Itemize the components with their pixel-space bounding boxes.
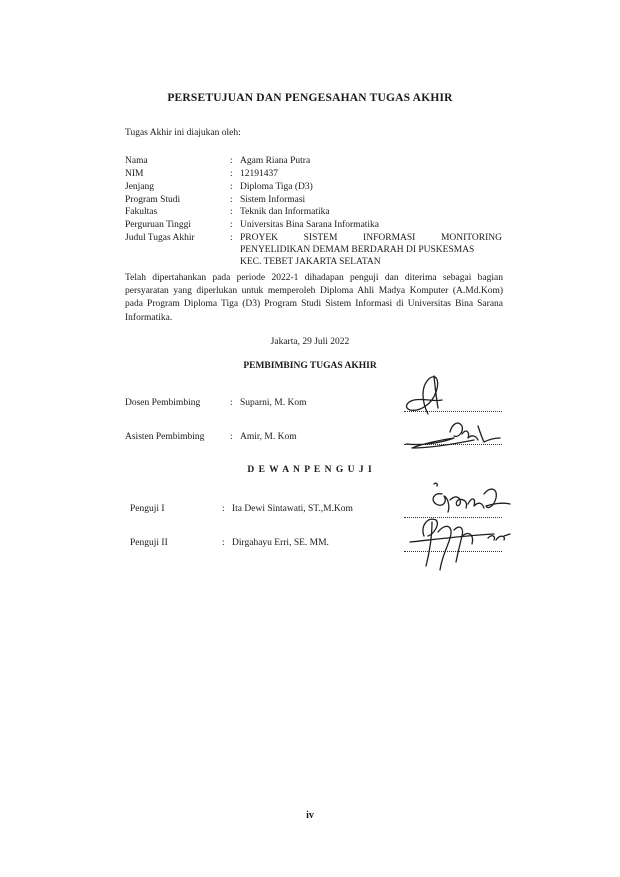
signature-advisor-2-icon [404, 412, 504, 457]
field-colon: : [230, 233, 233, 243]
field-label-fakultas: Fakultas [125, 207, 158, 217]
advisors-heading: PEMBIMBING TUGAS AKHIR [243, 361, 377, 371]
intro-text: Tugas Akhir ini diajukan oleh: [125, 128, 241, 138]
statement-paragraph: Telah dipertahankan pada periode 2022-1 dihadapan penguji dan diterima sebagai bagian persyaratan yang diperlukan untuk memperoleh Diploma Ahli Madya Komputer (A.Md.Kom) pada Program Diploma Tiga (D3) Program Studi Sistem Informasi di Universitas Bina Sarana Informatika. [125, 273, 503, 323]
field-value-nim: 12191437 [240, 169, 278, 179]
field-value-fakultas: Teknik dan Informatika [240, 207, 330, 217]
field-colon: : [230, 220, 233, 230]
field-label-program-studi: Program Studi [125, 195, 181, 205]
examiners-heading: D E W A N P E N G U J I [247, 465, 373, 475]
page-title: PERSETUJUAN DAN PENGESAHAN TUGAS AKHIR [167, 92, 453, 104]
thesis-title-line-3: KEC. TEBET JAKARTA SELATAN [240, 257, 381, 267]
field-colon: : [230, 432, 233, 442]
field-value-program-studi: Sistem Informasi [240, 195, 306, 205]
examiner-name-2: Dirgahayu Erri, SE. MM. [232, 538, 329, 548]
field-label-nama: Nama [125, 156, 148, 166]
thesis-title-line-1 [240, 233, 502, 243]
field-colon: : [222, 504, 225, 514]
field-colon: : [230, 169, 233, 179]
field-colon: : [230, 182, 233, 192]
examiner-name-1: Ita Dewi Sintawati, ST.,M.Kom [232, 504, 353, 514]
advisor-role-2: Asisten Pembimbing [125, 432, 205, 442]
field-label-judul: Judul Tugas Akhir [125, 233, 195, 243]
field-label-nim: NIM [125, 169, 144, 179]
examiner-role-2: Penguji II [130, 538, 168, 548]
thesis-title-text: PROYEK SISTEM INFORMASI MONITORING [240, 233, 502, 243]
field-colon: : [230, 156, 233, 166]
advisor-role-1: Dosen Pembimbing [125, 398, 201, 408]
field-value-perguruan-tinggi: Universitas Bina Sarana Informatika [240, 220, 380, 230]
advisor-name-1: Suparni, M. Kom [240, 398, 307, 408]
page-number: iv [306, 810, 314, 821]
advisor-name-2: Amir, M. Kom [240, 432, 297, 442]
field-colon: : [230, 398, 233, 408]
examiner-role-1: Penguji I [130, 504, 165, 514]
field-label-perguruan-tinggi: Perguruan Tinggi [125, 220, 192, 230]
thesis-title-line-2: PENYELIDIKAN DEMAM BERDARAH DI PUSKESMAS [240, 245, 475, 255]
field-colon: : [222, 538, 225, 548]
field-value-nama: Agam Riana Putra [240, 156, 311, 166]
signature-examiner-2-icon [410, 506, 530, 576]
field-colon: : [230, 195, 233, 205]
approval-date: Jakarta, 29 Juli 2022 [270, 337, 350, 347]
field-colon: : [230, 207, 233, 217]
field-value-jenjang: Diploma Tiga (D3) [240, 182, 313, 192]
field-label-jenjang: Jenjang [125, 182, 155, 192]
